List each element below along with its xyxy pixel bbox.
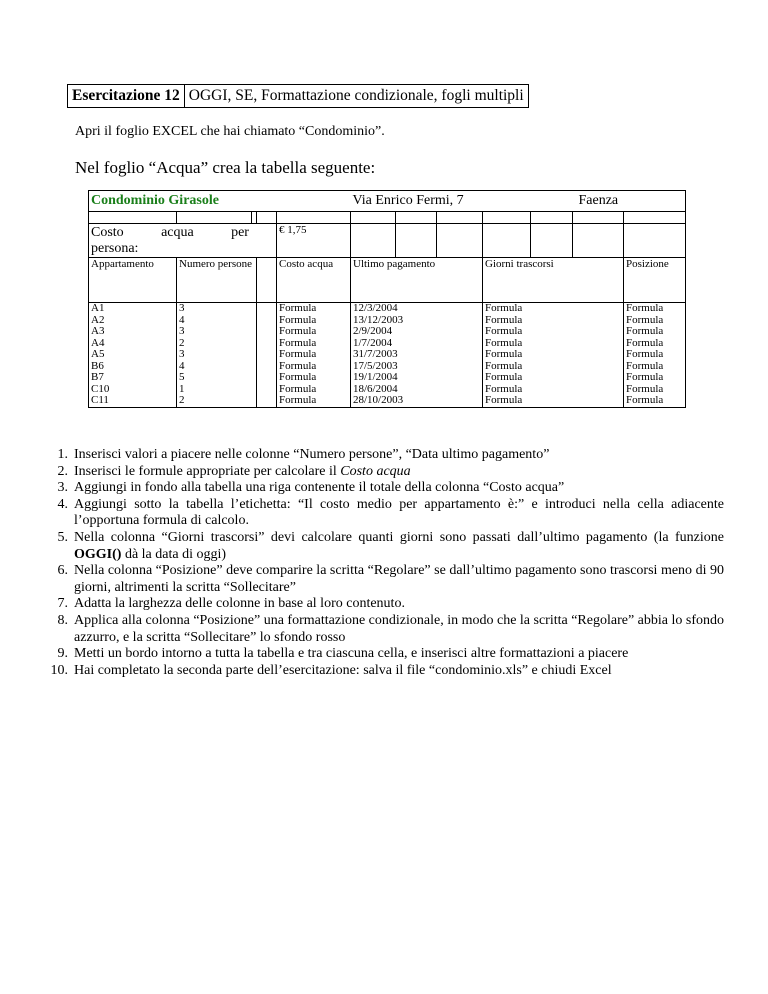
cell-water-cost: Formula <box>277 349 351 361</box>
cell-spacer <box>257 315 277 327</box>
cell-position: Formula <box>624 303 686 315</box>
cell-apartment: C11 <box>89 395 177 407</box>
cell-spacer <box>257 349 277 361</box>
title-row <box>89 191 686 212</box>
col-apartment: Appartamento <box>89 258 177 303</box>
exercise-header <box>67 84 529 108</box>
task-bold: OGGI() <box>74 546 122 562</box>
task-number: 9. <box>57 646 68 662</box>
exercise-topics: OGGI, SE, Formattazione condizionale, fogli multipli <box>188 87 524 104</box>
task-number: 3. <box>57 480 68 496</box>
task-list <box>44 447 724 679</box>
cell-spacer <box>257 326 277 338</box>
cell-people: 2 <box>177 338 257 350</box>
task-italic: Costo acqua <box>340 463 411 479</box>
cell-days: Formula <box>483 349 624 361</box>
table-city: Faenza <box>573 191 686 212</box>
cost-row <box>89 224 686 258</box>
task-text: Aggiungi in fondo alla tabella una riga contenente il totale della colonna “Costo acqua” <box>74 480 565 496</box>
task-item <box>44 613 724 646</box>
cell-people: 2 <box>177 395 257 407</box>
task-text: Applica alla colonna “Posizione” una formattazione condizionale, in modo che la scritta “Regolare” abbia lo sfondo azzurro, e la scritta “Sollecitare” lo sfondo rosso <box>74 612 724 645</box>
table-header-row <box>89 258 686 303</box>
task-number: 5. <box>57 529 68 545</box>
task-text: dà la data di oggi) <box>121 546 227 562</box>
cell-days: Formula <box>483 372 624 384</box>
table-row <box>89 338 686 350</box>
table-row <box>89 361 686 373</box>
task-number: 8. <box>57 612 68 628</box>
cell-apartment: B6 <box>89 361 177 373</box>
cell-spacer <box>257 395 277 407</box>
table-row <box>89 395 686 407</box>
cell-water-cost: Formula <box>277 395 351 407</box>
cell-last-payment: 12/3/2004 <box>351 303 483 315</box>
col-position: Posizione <box>624 258 686 303</box>
col-days: Giorni trascorsi <box>483 258 624 303</box>
task-item <box>44 497 724 530</box>
table-body <box>89 303 686 408</box>
task-number: 7. <box>57 596 68 612</box>
cell-water-cost: Formula <box>277 384 351 396</box>
table-address: Via Enrico Fermi, 7 <box>351 191 573 212</box>
task-text: Adatta la larghezza delle colonne in base al loro contenuto. <box>74 596 405 612</box>
cell-last-payment: 19/1/2004 <box>351 372 483 384</box>
cell-position: Formula <box>624 326 686 338</box>
cell-people: 4 <box>177 361 257 373</box>
task-text: Inserisci le formule appropriate per calcolare il <box>74 463 341 479</box>
task-text: Hai completato la seconda parte dell’esercitazione: salva il file “condominio.xls” e chiudi Excel <box>74 662 612 678</box>
cell-people: 4 <box>177 315 257 327</box>
task-number: 1. <box>57 447 68 462</box>
cell-position: Formula <box>624 372 686 384</box>
table-row <box>89 326 686 338</box>
cell-water-cost: Formula <box>277 315 351 327</box>
cell-apartment: B7 <box>89 372 177 384</box>
cell-apartment: A5 <box>89 349 177 361</box>
cell-position: Formula <box>624 315 686 327</box>
table-row <box>89 372 686 384</box>
cell-last-payment: 17/5/2003 <box>351 361 483 373</box>
cell-water-cost: Formula <box>277 303 351 315</box>
table-row <box>89 303 686 315</box>
cell-spacer <box>257 384 277 396</box>
task-number: 4. <box>57 496 68 512</box>
cell-days: Formula <box>483 384 624 396</box>
cell-people: 3 <box>177 326 257 338</box>
task-item <box>44 464 724 481</box>
cell-spacer <box>257 372 277 384</box>
cost-label: Costo acqua per persona: <box>89 224 277 258</box>
cell-apartment: A4 <box>89 338 177 350</box>
cell-spacer <box>257 338 277 350</box>
blank-row <box>89 212 686 224</box>
task-text: Nella colonna “Posizione” deve comparire la scritta “Regolare” se dall’ultimo pagamento sono trascorsi meno di 90 giorni, altrimenti la scritta “Sollecitare” <box>74 563 724 595</box>
cell-days: Formula <box>483 315 624 327</box>
cell-people: 5 <box>177 372 257 384</box>
task-item <box>44 447 724 464</box>
cell-water-cost: Formula <box>277 361 351 373</box>
cell-water-cost: Formula <box>277 338 351 350</box>
cell-last-payment: 18/6/2004 <box>351 384 483 396</box>
cell-apartment: A2 <box>89 315 177 327</box>
task-item <box>44 563 724 596</box>
cell-water-cost: Formula <box>277 326 351 338</box>
task-text: Nella colonna “Giorni trascorsi” devi calcolare quanti giorni sono passati dall’ultimo pagamento (la funzione <box>74 529 724 545</box>
cell-people: 3 <box>177 303 257 315</box>
col-people: Numero persone <box>177 258 257 303</box>
task-text: Metti un bordo intorno a tutta la tabella e tra ciascuna cella, e inserisci altre formattazioni a piacere <box>74 646 629 662</box>
task-number: 10. <box>50 662 68 678</box>
task-item <box>44 646 724 663</box>
cell-apartment: C10 <box>89 384 177 396</box>
cell-spacer <box>257 361 277 373</box>
task-text: Aggiungi sotto la tabella l’etichetta: “Il costo medio per appartamento è:” e introduci nella cella adiacente l’opportuna formula di calcolo. <box>74 496 724 529</box>
cell-last-payment: 31/7/2003 <box>351 349 483 361</box>
cell-last-payment: 2/9/2004 <box>351 326 483 338</box>
cell-spacer <box>257 303 277 315</box>
cell-days: Formula <box>483 361 624 373</box>
task-item <box>44 596 724 613</box>
task-item <box>44 480 724 497</box>
table-title: Condominio Girasole <box>89 191 351 212</box>
table-row <box>89 315 686 327</box>
cell-people: 3 <box>177 349 257 361</box>
cell-people: 1 <box>177 384 257 396</box>
task-number: 6. <box>57 563 68 579</box>
cell-position: Formula <box>624 338 686 350</box>
cell-days: Formula <box>483 395 624 407</box>
task-item <box>44 530 724 563</box>
task-text: Inserisci valori a piacere nelle colonne “Numero persone”, “Data ultimo pagamento” <box>74 447 550 462</box>
cell-position: Formula <box>624 349 686 361</box>
cell-days: Formula <box>483 303 624 315</box>
cell-apartment: A1 <box>89 303 177 315</box>
cell-last-payment: 1/7/2004 <box>351 338 483 350</box>
cost-value: € 1,75 <box>277 224 351 258</box>
table-row <box>89 384 686 396</box>
exercise-label: Esercitazione 12 <box>68 85 185 107</box>
cell-position: Formula <box>624 384 686 396</box>
cell-apartment: A3 <box>89 326 177 338</box>
cell-days: Formula <box>483 326 624 338</box>
cell-water-cost: Formula <box>277 372 351 384</box>
cell-position: Formula <box>624 361 686 373</box>
water-table <box>88 190 686 408</box>
task-item <box>44 663 724 680</box>
intro-text: Apri il foglio EXCEL che hai chiamato “Condominio”. <box>75 124 385 139</box>
cell-position: Formula <box>624 395 686 407</box>
table-row <box>89 349 686 361</box>
cell-last-payment: 13/12/2003 <box>351 315 483 327</box>
subheading: Nel foglio “Acqua” crea la tabella seguente: <box>75 158 376 177</box>
cell-last-payment: 28/10/2003 <box>351 395 483 407</box>
col-last-payment: Ultimo pagamento <box>351 258 483 303</box>
cell-days: Formula <box>483 338 624 350</box>
col-water-cost: Costo acqua <box>277 258 351 303</box>
task-number: 2. <box>57 463 68 479</box>
